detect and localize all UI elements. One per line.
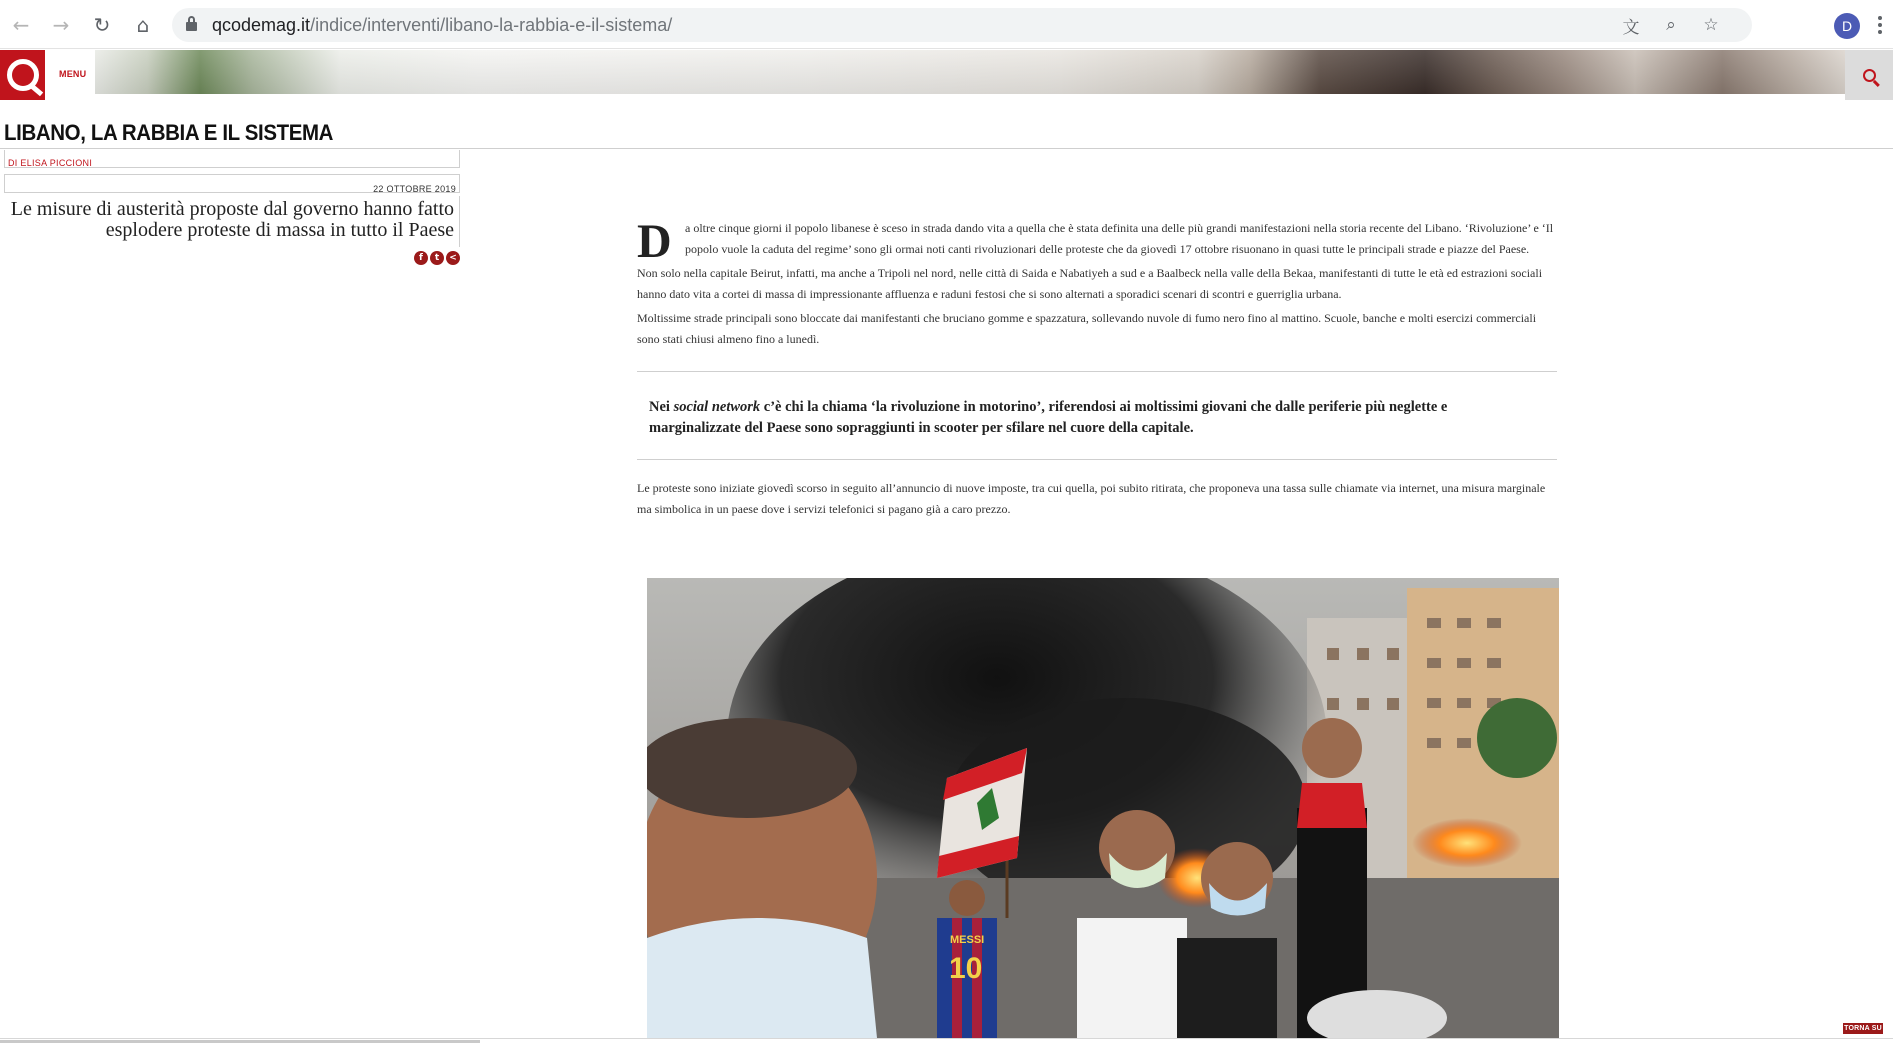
share-buttons <box>4 251 460 265</box>
jersey-name-text: MESSI <box>950 934 985 946</box>
forward-icon[interactable]: → <box>52 13 70 37</box>
browser-toolbar <box>0 0 1893 49</box>
article-body <box>637 215 1557 519</box>
menu-link[interactable]: MENU <box>59 69 87 79</box>
menu-kebab-icon[interactable] <box>1874 12 1886 38</box>
article-photo <box>647 578 1559 1038</box>
lock-icon[interactable] <box>186 16 197 31</box>
reload-icon[interactable]: ↻ <box>93 13 111 37</box>
date-box <box>4 174 460 193</box>
pull-quote <box>637 372 1557 459</box>
paragraph-1: Non solo nella capitale Beirut, infatti, ma anche a Tripoli nel nord, nelle città di Saida e Nabatiyeh a sud e a Baalbeck nella valle della Bekaa, manifestanti di tutte le età ed estrazioni sociali hanno dato vita a cortei di massa di impressionante affluenza e raduni festosi che si sono alternati a sporadici scenari di scontri e guerriglia urbana. <box>637 266 1543 301</box>
paragraph-3: Le proteste sono iniziate giovedì scorso in seguito all’annuncio di nuove imposte, tra cui quella, poi subito ritirata, che proponeva una tassa sulle chiamate via internet, una misura marginale ma simbolica in un paese dove i servizi telefonici si pagano già a caro prezzo. <box>637 481 1546 516</box>
translate-icon[interactable]: 文 <box>1622 17 1640 38</box>
article-meta <box>4 150 460 265</box>
quote-emphasis: social network <box>673 399 761 415</box>
twitter-icon[interactable]: t <box>430 251 444 265</box>
title-divider <box>0 148 1893 149</box>
author-box <box>4 150 460 168</box>
search-button[interactable] <box>1845 50 1893 100</box>
scrollbar-thumb[interactable] <box>0 1040 480 1043</box>
quote-bottom-divider <box>637 459 1557 460</box>
zoom-icon[interactable]: ⌕ <box>1666 15 1676 35</box>
lead-text: a oltre cinque giorni il popolo libanese è sceso in strada dando vita a quella che è stata definita una delle più grandi manifestazioni nella storia recente del Libano. ‘Rivoluzione’ e ‘Il popolo vuole la caduta del regime’ sono gli ormai noti canti rivoluzionari delle proteste che da giovedì 17 ottobre risuonano in quasi tutte le principali strade e piazze del Paese. <box>685 221 1554 256</box>
author-link[interactable]: DI ELISA PICCIONI <box>8 158 93 168</box>
horizontal-scrollbar[interactable] <box>0 1038 1893 1049</box>
facebook-icon[interactable]: f <box>414 251 428 265</box>
quote-post: c’è chi la chiama ‘la rivoluzione in motorino’, riferendosi ai moltissimi giovani che dalle periferie più neglette e marginalizzate del Paese sono sopraggiunti in scooter per sfilare nel cuore della capitale. <box>649 399 1448 436</box>
url-text[interactable] <box>212 15 672 36</box>
profile-avatar[interactable] <box>1834 13 1860 39</box>
home-icon[interactable]: ⌂ <box>136 13 150 37</box>
url-path: /indice/interventi/libano-la-rabbia-e-il-sistema/ <box>310 15 673 35</box>
share-icon[interactable]: < <box>446 251 460 265</box>
q-logo-icon <box>7 59 39 91</box>
drop-cap: D <box>637 215 672 268</box>
article-title: LIBANO, LA RABBIA E IL SISTEMA <box>4 120 334 145</box>
protest-photo-illustration <box>647 578 1559 1038</box>
bookmark-star-icon[interactable]: ☆ <box>1703 15 1719 35</box>
jersey-number-text: 10 <box>949 952 983 985</box>
address-bar[interactable] <box>172 8 1752 42</box>
article-subtitle: Le misure di austerità proposte dal governo hanno fatto esplodere proteste di massa in tutto il Paese <box>4 196 460 247</box>
paragraph-2: Moltissime strade principali sono bloccate dai manifestanti che bruciano gomme e spazzatura, sollevando nuvole di fumo nero fino al mattino. Scuole, banche e molti esercizi commerciali sono stati chiusi almeno fino a lunedì. <box>637 311 1537 346</box>
site-logo[interactable] <box>0 50 45 100</box>
url-domain: qcodemag.it <box>212 15 311 35</box>
search-icon <box>1863 69 1876 82</box>
lead-paragraph <box>637 215 1557 268</box>
header-banner-image <box>95 50 1845 94</box>
quote-pre: Nei <box>649 399 674 415</box>
publish-date: 22 OTTOBRE 2019 <box>373 184 456 194</box>
back-icon[interactable]: ← <box>12 13 30 37</box>
back-to-top-button[interactable]: TORNA SU <box>1844 1025 1882 1032</box>
site-header <box>0 50 1893 100</box>
profile-initial: D <box>1841 18 1853 34</box>
